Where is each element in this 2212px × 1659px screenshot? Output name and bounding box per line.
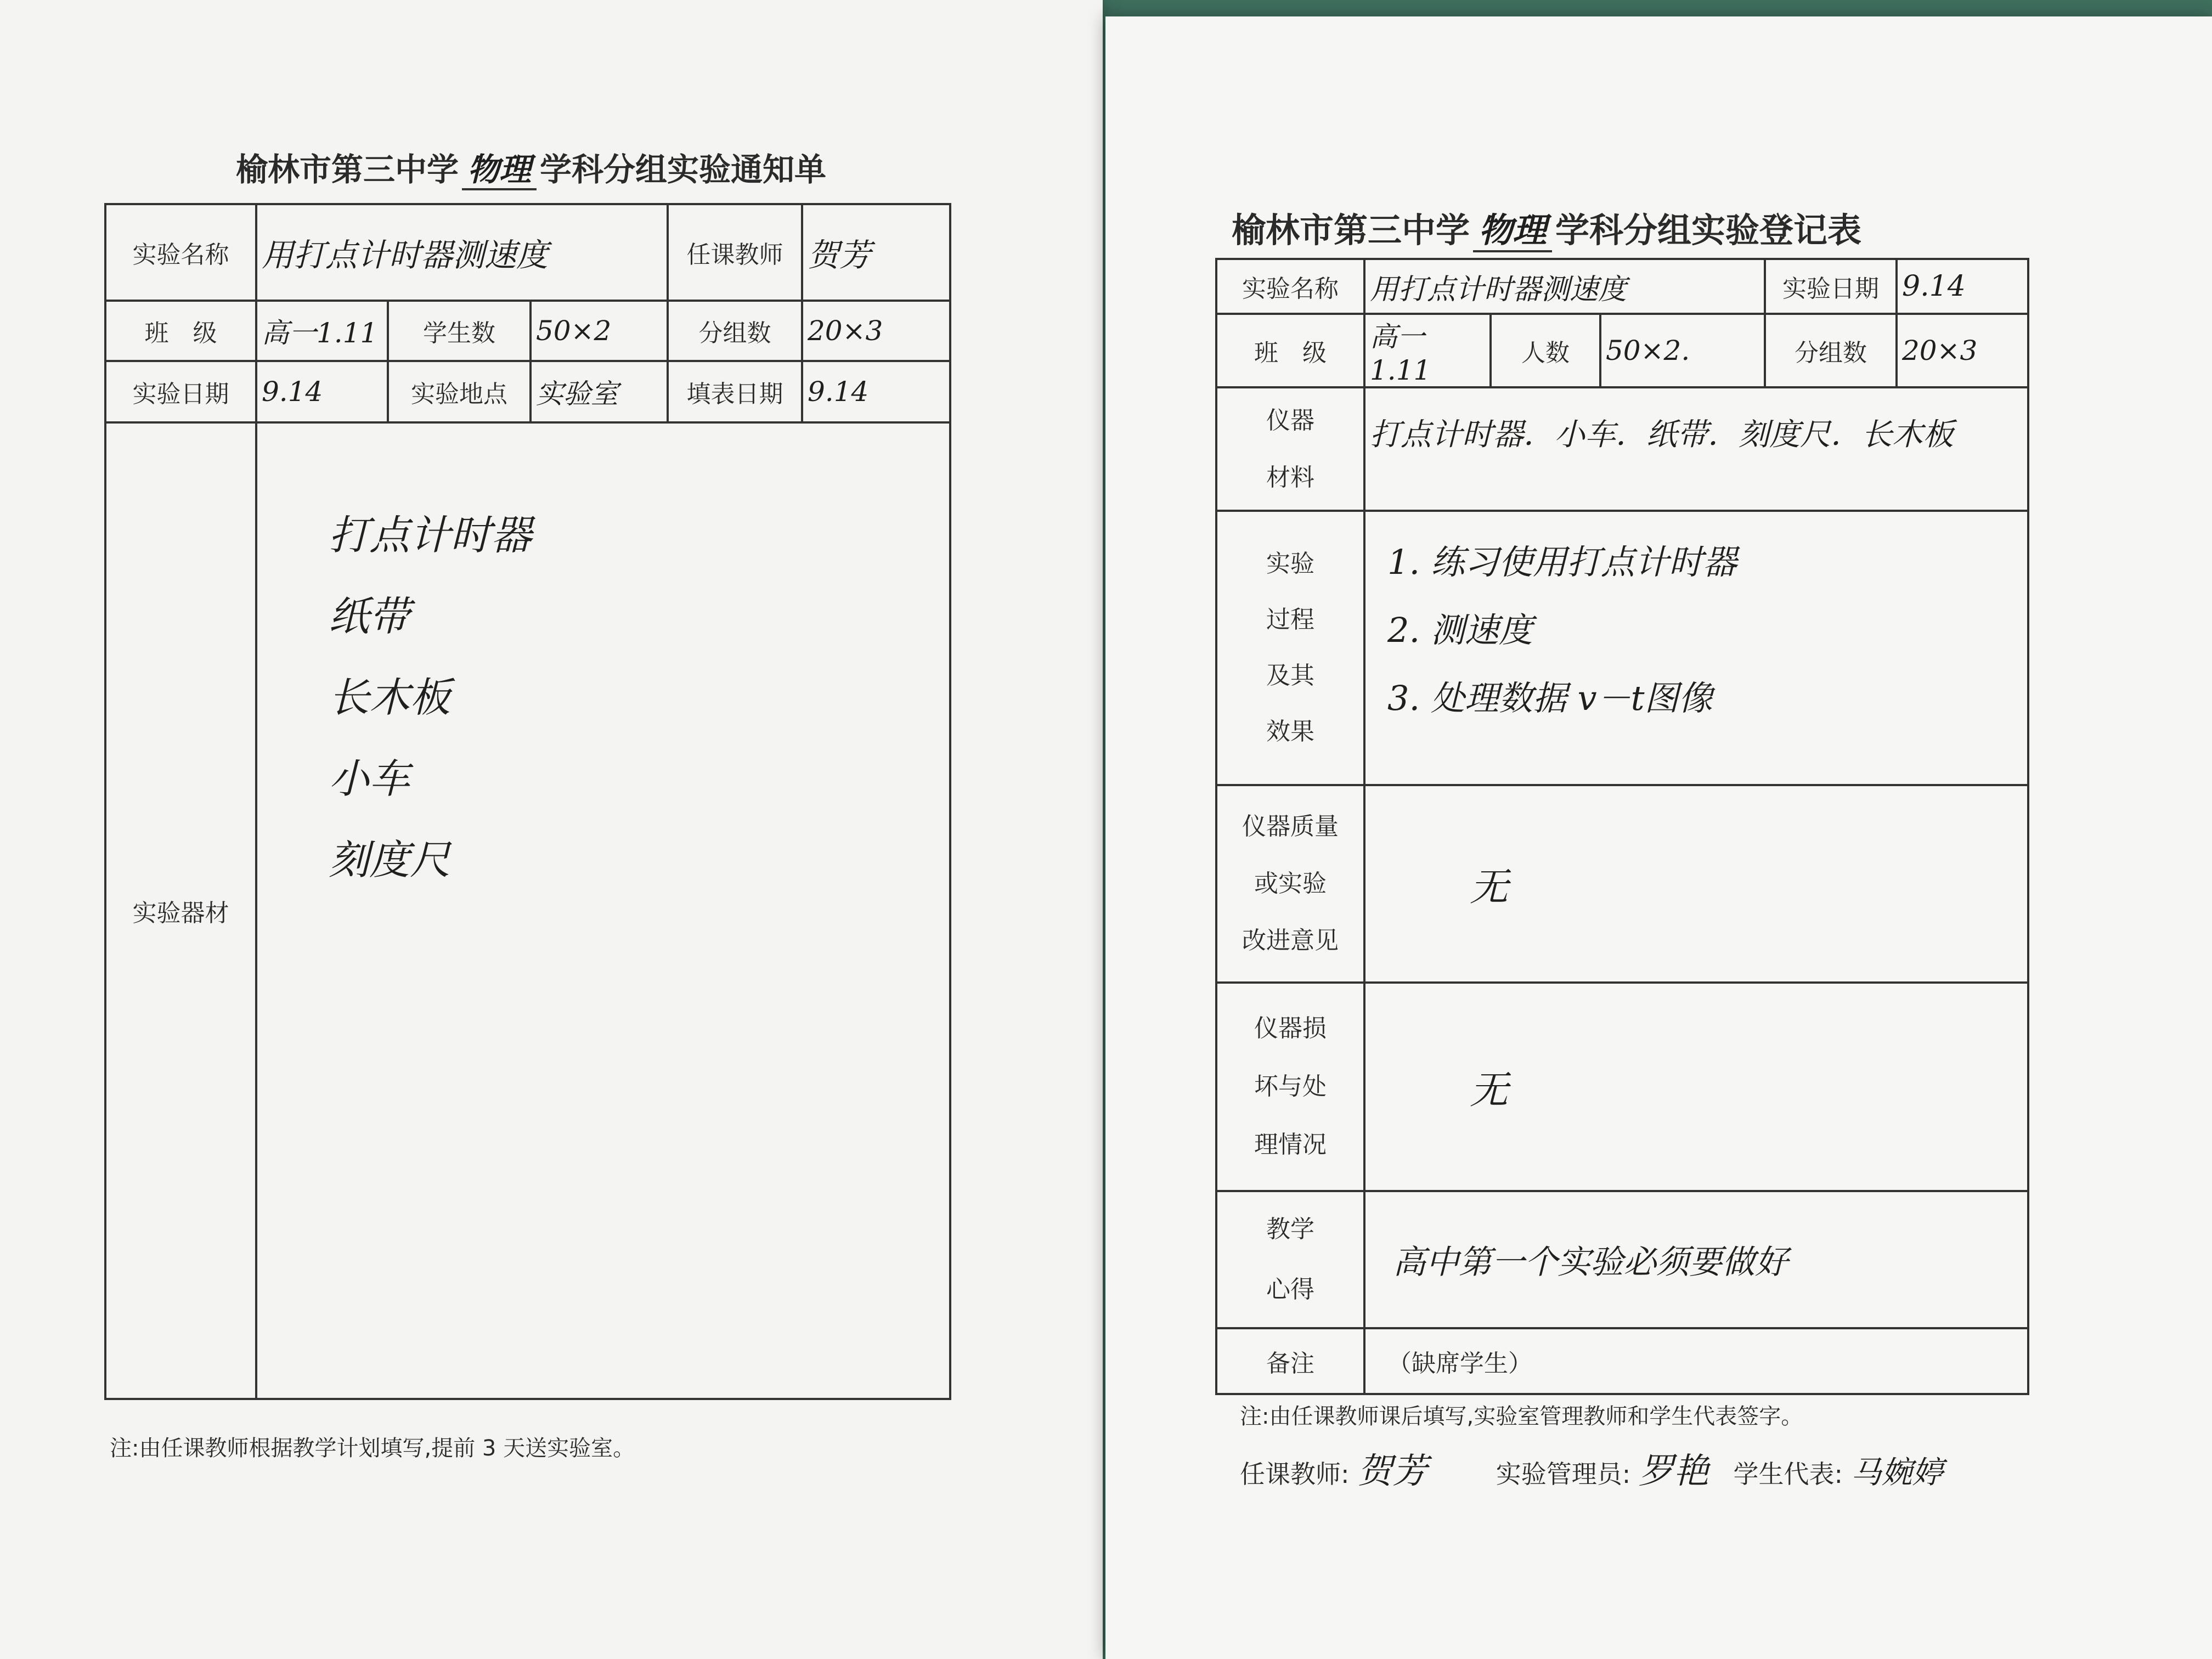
group-count-value: 20×3: [802, 301, 950, 361]
registration-table: [1215, 258, 2029, 1395]
damage-label-1: 仪器损: [1254, 1014, 1327, 1042]
class-label: 班 级: [105, 301, 256, 361]
registration-sheet: [1105, 16, 2212, 1659]
quality-label-1: 仪器质量: [1242, 812, 1339, 840]
teaching-value: 高中第一个实验必须要做好: [1364, 1191, 2028, 1328]
process-label-4: 效果: [1266, 718, 1314, 746]
equipment-label: 实验器材: [105, 422, 256, 1399]
class-label: 班 级: [1216, 314, 1364, 387]
experiment-name-cell: 用打点计时器测速度: [256, 204, 668, 301]
equipment-item: 长木板: [329, 674, 450, 721]
teacher-signature-label: 任课教师:: [1240, 1459, 1350, 1489]
location-label: 实验地点: [388, 361, 531, 422]
title-subject: 物理: [1473, 210, 1552, 252]
notification-title: [236, 144, 826, 190]
group-count-label: 分组数: [1765, 314, 1897, 387]
group-count-value: 20×3: [1897, 314, 2028, 387]
title-suffix: 学科分组实验通知单: [540, 151, 827, 188]
process-step: 1. 练习使用打点计时器: [1387, 542, 1737, 582]
signature-line: [1240, 1443, 1943, 1493]
damage-label-3: 理情况: [1254, 1131, 1327, 1159]
location-value: 实验室: [531, 361, 668, 422]
admin-signature-label: 实验管理员:: [1496, 1459, 1631, 1489]
date-value: 9.14: [1897, 259, 2028, 314]
teaching-label: [1216, 1191, 1364, 1328]
process-step: 3. 处理数据 v－t图像: [1387, 678, 1713, 718]
experiment-name-label: 实验名称: [1216, 259, 1364, 314]
quality-label-2: 或实验: [1254, 870, 1327, 898]
damage-label-2: 坏与处: [1254, 1073, 1327, 1101]
label-experiment-name-cell: 实验名称: [105, 204, 256, 301]
damage-label: [1216, 983, 1364, 1191]
notification-sheet: [0, 0, 1103, 1659]
quality-label-3: 改进意见: [1242, 927, 1339, 955]
quality-label: [1216, 785, 1364, 983]
equipment-item: 纸带: [329, 593, 410, 640]
experiment-name-value: 用打点计时器测速度: [1364, 259, 1765, 314]
class-value: 高一1.11: [256, 301, 388, 361]
process-label-3: 及其: [1266, 662, 1314, 690]
admin-signature: 罗艳: [1638, 1451, 1709, 1492]
remarks-value: （缺席学生）: [1364, 1328, 2028, 1394]
notification-note: 注:由任课教师根据教学计划填写,提前 3 天送实验室。: [110, 1436, 635, 1461]
registration-title: [1232, 203, 1861, 252]
materials-label: [1216, 387, 1364, 511]
remarks-label: 备注: [1216, 1328, 1364, 1394]
process-label-2: 过程: [1266, 606, 1314, 634]
process-value: [1364, 511, 2028, 785]
student-count-label: 学生数: [388, 301, 531, 361]
count-value: 50×2.: [1600, 314, 1765, 387]
teacher-value: 贺芳: [802, 204, 950, 301]
registration-note: 注:由任课教师课后填写,实验室管理教师和学生代表签字。: [1240, 1404, 1803, 1429]
title-subject: 物理: [462, 151, 537, 190]
date-label: 实验日期: [105, 361, 256, 422]
equipment-item: 小车: [329, 755, 410, 803]
student-signature-label: 学生代表:: [1733, 1459, 1843, 1489]
damage-value: 无: [1364, 983, 2028, 1191]
process-step: 2. 测速度: [1387, 610, 1533, 650]
title-prefix: 榆林市第三中学: [1232, 210, 1470, 250]
process-label: [1216, 511, 1364, 785]
teacher-signature: 贺芳: [1357, 1451, 1428, 1492]
teaching-label-1: 教学: [1266, 1215, 1314, 1243]
group-count-label: 分组数: [668, 301, 802, 361]
quality-value: 无: [1364, 785, 2028, 983]
materials-label-2: 材料: [1266, 463, 1314, 492]
date-value: 9.14: [256, 361, 388, 422]
teaching-label-2: 心得: [1266, 1276, 1314, 1304]
equipment-item: 刻度尺: [329, 837, 450, 884]
equipment-item: 打点计时器: [329, 512, 532, 559]
notification-grid: [104, 203, 951, 1400]
student-count-value: 50×2: [531, 301, 668, 361]
materials-value: 打点计时器．小车．纸带．刻度尺．长木板: [1364, 387, 2028, 511]
title-suffix: 学科分组实验登记表: [1555, 210, 1862, 250]
date-label: 实验日期: [1765, 259, 1897, 314]
title-prefix: 榆林市第三中学: [236, 151, 459, 188]
fill-date-label: 填表日期: [668, 361, 802, 422]
materials-label-1: 仪器: [1266, 406, 1314, 435]
fill-date-value: 9.14: [802, 361, 950, 422]
teacher-label-cell: 任课教师: [668, 204, 802, 301]
class-value: 高一1.11: [1364, 314, 1491, 387]
count-label: 人数: [1491, 314, 1600, 387]
process-label-1: 实验: [1266, 550, 1314, 578]
equipment-list: [256, 422, 950, 1399]
student-signature: 马婉婷: [1850, 1455, 1943, 1491]
